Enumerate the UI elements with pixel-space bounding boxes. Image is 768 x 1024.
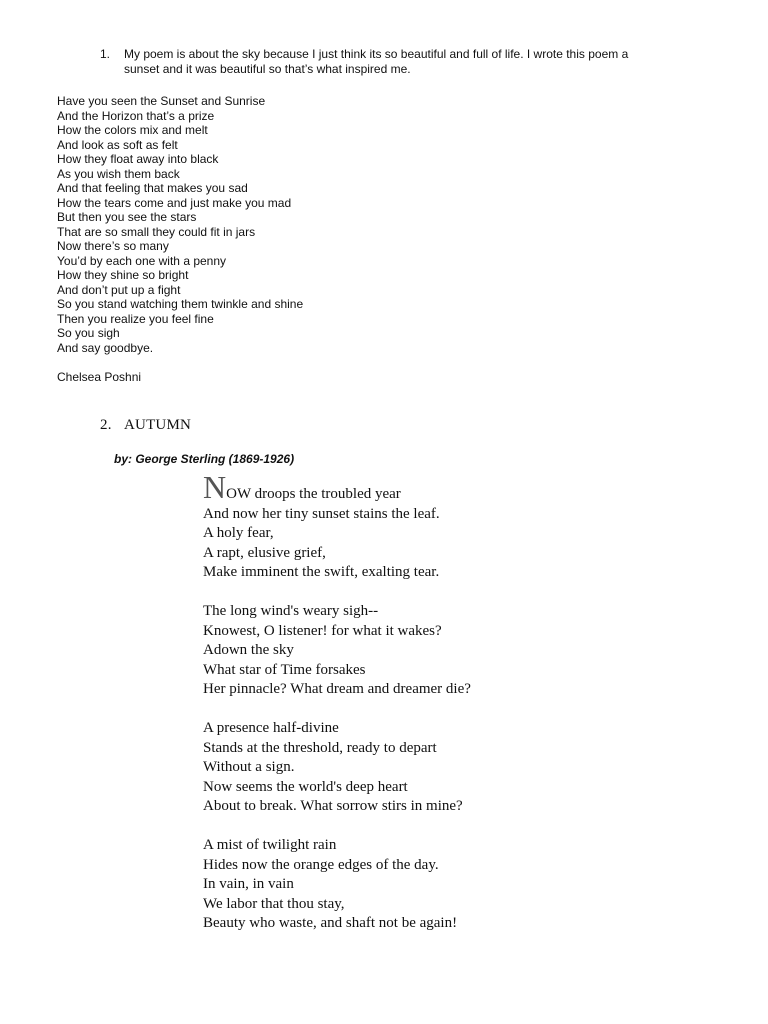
poem-line: How the colors mix and melt xyxy=(57,123,208,137)
poem-stanza xyxy=(203,719,663,817)
poem-line: Then you realize you feel fine xyxy=(57,311,214,326)
poem-line: And say goodbye. xyxy=(57,340,154,355)
poem-line: Adown the sky xyxy=(203,642,294,658)
poem-line: A mist of twilight rain xyxy=(203,837,337,853)
poem-line: How they shine so bright xyxy=(57,268,189,282)
poem-line: Make imminent the swift, exalting tear. xyxy=(203,564,440,580)
poem-line: So you stand watching them twinkle and shine xyxy=(57,297,304,311)
poem-line: Beauty who waste, and shaft not be again! xyxy=(203,915,458,931)
poem-stanza xyxy=(203,836,663,934)
poem-line: The long wind's weary sigh-- xyxy=(203,603,379,619)
poem-line: A presence half-divine xyxy=(203,720,339,736)
poem-autumn xyxy=(203,469,663,953)
poem-author: Chelsea Poshni xyxy=(57,370,142,384)
poem-line: How the tears come and just make you mad xyxy=(57,195,292,210)
poem-line: We labor that thou stay, xyxy=(203,895,345,912)
poem-line: But then you see the stars xyxy=(57,210,197,224)
poem-line: You’d by each one with a penny xyxy=(57,253,227,268)
list-number: 2. xyxy=(100,417,112,433)
list-item-1 xyxy=(100,47,660,76)
poem-line: Now there’s so many xyxy=(57,239,169,253)
poem-stanza xyxy=(203,602,663,700)
poem-line: Have you seen the Sunset and Sunrise xyxy=(57,94,266,108)
poem-stanza xyxy=(203,469,663,583)
poem-line: And look as soft as felt xyxy=(57,137,178,152)
poem-line: In vain, in vain xyxy=(203,876,294,892)
poem-line: And that feeling that makes you sad xyxy=(57,181,248,195)
item-description: My poem is about the sky because I just think its so beautiful and full of life. I wrote this poem a sunset and it was beautiful so that’s what inspired me. xyxy=(124,47,629,76)
poem-sunset xyxy=(57,94,457,355)
poem-line: That are so small they could fit in jars xyxy=(57,224,256,239)
poem-line: How they float away into black xyxy=(57,152,219,166)
poem-line: And now her tiny sunset stains the leaf. xyxy=(203,505,440,522)
poem-byline: by: George Sterling (1869-1926) xyxy=(114,452,295,466)
poem-line: As you wish them back xyxy=(57,166,180,181)
poem-line-text: OW droops the troubled year xyxy=(226,486,401,502)
poem-title: AUTUMN xyxy=(124,417,192,433)
section-heading xyxy=(100,416,191,434)
poem-line: Stands at the threshold, ready to depart xyxy=(203,739,437,756)
poem-line: What star of Time forsakes xyxy=(203,661,366,678)
poem-line: And the Horizon that’s a prize xyxy=(57,108,215,123)
poem-line: About to break. What sorrow stirs in mine? xyxy=(203,798,463,814)
poem-line: And don’t put up a fight xyxy=(57,282,181,297)
poem-line: Hides now the orange edges of the day. xyxy=(203,856,439,873)
poem-line: A holy fear, xyxy=(203,525,274,541)
drop-cap: N xyxy=(203,469,227,505)
poem-line: Now seems the world's deep heart xyxy=(203,778,408,795)
poem-line: Her pinnacle? What dream and dreamer die? xyxy=(203,681,471,697)
poem-line: Without a sign. xyxy=(203,759,295,775)
list-number: 1. xyxy=(100,47,111,61)
poem-line: A rapt, elusive grief, xyxy=(203,544,326,561)
poem-first-line xyxy=(203,469,663,505)
poem-line: So you sigh xyxy=(57,326,120,340)
poem-line: Knowest, O listener! for what it wakes? xyxy=(203,622,442,639)
